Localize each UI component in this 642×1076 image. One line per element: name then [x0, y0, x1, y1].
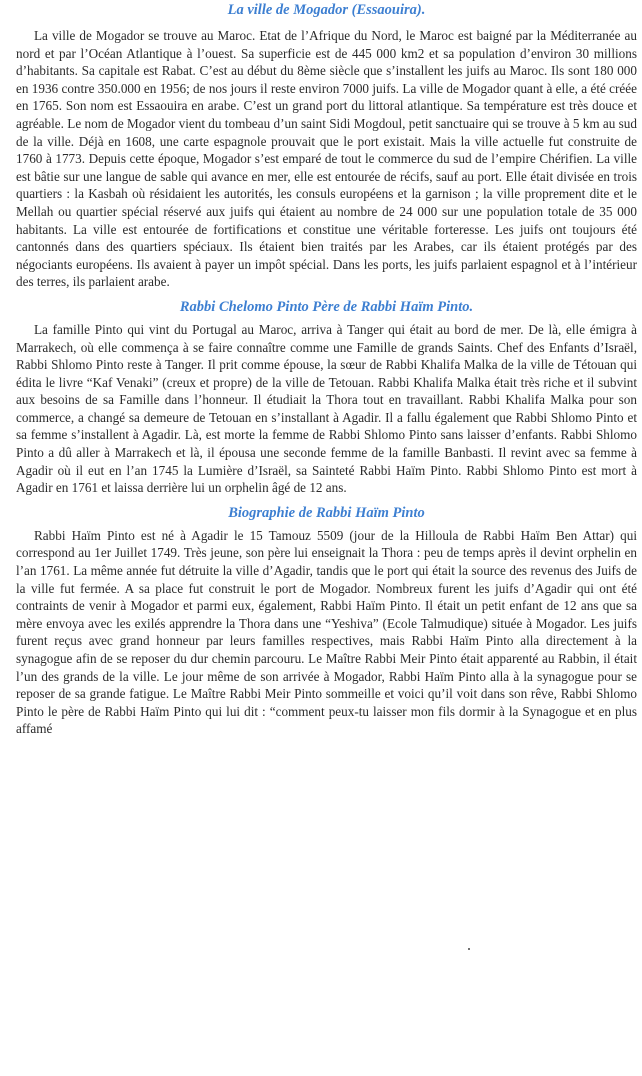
- section-body-mogador: La ville de Mogador se trouve au Maroc. Etat de l’Afrique du Nord, le Maroc est baigné par la Méditerranée au nord et par l’Océan Atlantique à l’ouest. Sa superficie est de 445 000 km2 et sa population d’environ 30 millions d’habitants. Sa capitale est Rabat. C’est au début du 8ème siècle que s’installent les juifs au Maroc. Ils sont 180 000 en 1936 contre 350.000 en 1956; de nos jours il reste environ 7000 juifs. La ville de Mogador quant à elle, a été créée en 1765. Son nom est Essaouira en arabe. C’est un grand port du littoral atlantique. Sa température est très douce et agréable. Le nom de Mogador vient du tombeau d’un saint Sidi Mogdoul, petit sanctuaire qui se trouve à 5 km au sud de la ville. Déjà en 1608, une carte espagnole prouvait que le port existait. Mais la ville actuelle fut construite de 1760 à 1773. Depuis cette époque, Mogador s’est emparé de tout le commerce du sud de l’empire Chérifien. La ville est bâtie sur une langue de sable qui avance en mer, elle est entourée de récifs, sauf au port. Elle était divisée en trois quartiers : la Kasbah où résidaient les autorités, les consuls européens et la garnison ; la ville proprement dite et le Mellah ou quartier spécial réservé aux juifs qui étaient au nombre de 24 000 sur une population totale de 35 000 habitants. La ville est entourée de fortifications et constitue une véritable forteresse. Les juifs ont toujours été cantonnés dans des quartiers spéciaux. Ils étaient bien traités par les Arabes, car ils étaient protégés par des négociants européens. Ils avaient à payer un impôt spécial. Dans les ports, les juifs parlaient espagnol et à l’intérieur des terres, ils parlaient arabe.: [16, 28, 637, 290]
- document-page: [16, 0, 637, 738]
- section-title-chelomo-pinto: Rabbi Chelomo Pinto Père de Rabbi Haïm Pinto.: [179, 298, 474, 315]
- section-body-biographie: Rabbi Haïm Pinto est né à Agadir le 15 Tamouz 5509 (jour de la Hilloula de Rabbi Haïm Ben Attar) qui correspond au 1er Juillet 1749. Très jeune, son père lui enseignait la Thora : peu de temps après il devint orphelin en l’an 1761. La même année fut détruite la ville d’Agadir, tandis que le port qui était la source des revenus des Juifs de la ville fut fermée. A sa place fut construit le port de Mogador. Nombreux furent les juifs d’Agadir qui ont été contraints de venir à Mogador et parmi eux, également, Rabbi Haïm Pinto. Il était un petit enfant de 12 ans que sa mère envoya avec les exilés apprendre la Thora dans une “Yeshiva” (Ecole Talmudique) située à Mogador. Les juifs furent reçus avec grand honneur par leurs familles respectives, mais Rabbi Haïm Pinto alla directement à la synagogue afin de se reposer du dur chemin parcouru. Le Maître Rabbi Meir Pinto était apparenté au Rabbin, il était l’un des grands de la ville. Le jour même de son arrivée à Mogador, Rabbi Haïm Pinto alla à la synagogue pour se reposer de sa grande fatigue. Le Maître Rabbi Meir Pinto sommeille et voici qu’il voit dans son rêve, Rabbi Shlomo Pinto le père de Rabbi Haïm Pinto qui lui dit : “comment peux-tu laisser mon fils dormir à la Synagogue et en plus affamé: [16, 527, 637, 737]
- stray-mark: [468, 948, 470, 950]
- section-title-mogador: La ville de Mogador (Essaouira).: [227, 2, 426, 18]
- section-body-chelomo-pinto: La famille Pinto qui vint du Portugal au Maroc, arriva à Tanger qui était au bord de mer. De là, elle émigra à Marrakech, où elle commença à se faire connaître comme une Famille de grands Saints. Chef des Enfants d’Israël, Rabbi Shlomo Pinto reste à Tanger. Il prit comme épouse, la sœur de Rabbi Khalifa Malka de la ville de Tétouan qui édita le livre “Kaf Venaki” (creux et propre) de la ville de Tetouan. Rabbi Khalifa Malka était très riche et il subvint aux besoins de sa Famille dans l’honneur. Il étudiait la Thora tout en travaillant. Rabbi Khalifa Malka pour son commerce, a changé sa demeure de Tetouan en s’installant à Agadir. Il a fallu également que Rabbi Shlomo Pinto et sa femme s’installent à Agadir. Là, est morte la femme de Rabbi Shlomo Pinto sans laisser d’enfants. Rabbi Shlomo Pinto a dû aller à Marrakech et là, il épousa une seconde femme de la famille Banbasti. Il revint avec sa femme à Agadir où il eut en l’an 1745 la Lumière d’Israël, sa Sainteté Rabbi Haïm Pinto. Rabbi Shlomo Pinto est mort à Agadir en 1761 et laissa derrière lui un orphelin âgé de 12 ans.: [16, 321, 637, 496]
- section-title-biographie: Biographie de Rabbi Haïm Pinto: [228, 504, 425, 521]
